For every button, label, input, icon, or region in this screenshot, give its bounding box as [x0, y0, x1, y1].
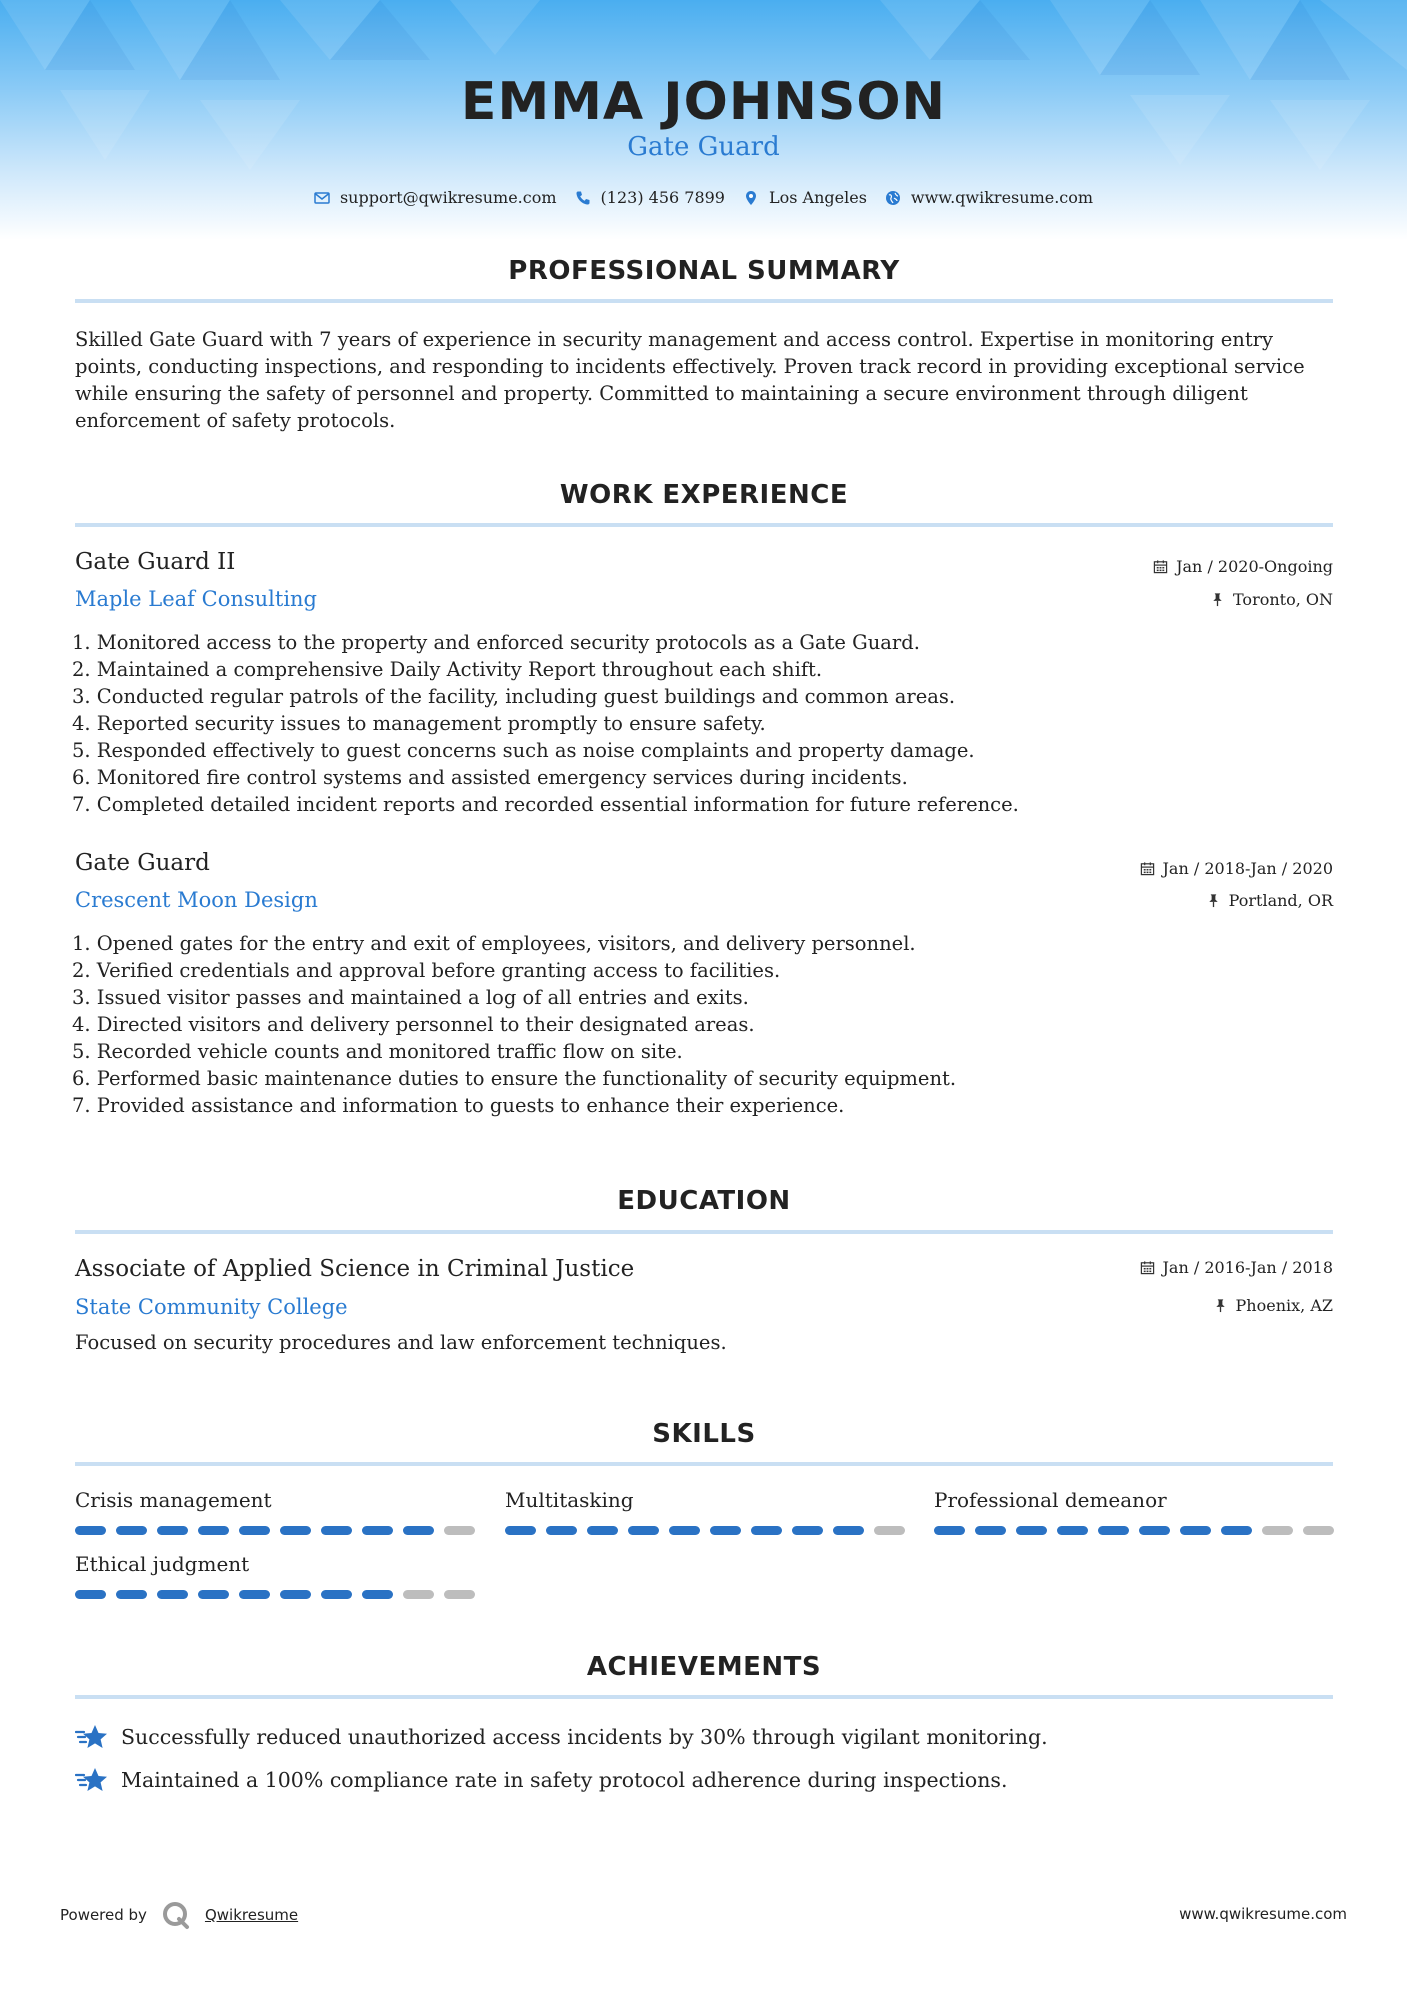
skill-dash-empty — [403, 1590, 434, 1599]
skill-dash-filled — [833, 1526, 864, 1535]
skill-item — [75, 1488, 475, 1535]
website-text: www.qwikresume.com — [910, 188, 1094, 207]
achievement-text: Maintained a 100% compliance rate in safety protocol adherence during inspections. — [121, 1768, 1008, 1792]
skill-item — [934, 1488, 1334, 1535]
calendar-icon — [1153, 559, 1168, 574]
list-item: 1. Opened gates for the entry and exit of employees, visitors, and delivery personnel. — [72, 932, 916, 955]
list-item: 6. Monitored fire control systems and assisted emergency services during incidents. — [72, 766, 908, 789]
skill-rating — [75, 1590, 475, 1599]
skill-label: Multitasking — [505, 1488, 634, 1512]
summary-heading: PROFESSIONAL SUMMARY — [508, 256, 900, 286]
pushpin-icon — [1206, 893, 1221, 908]
skill-dash-filled — [628, 1526, 659, 1535]
summary-divider — [75, 299, 1333, 303]
list-item: 2. Verified credentials and approval before granting access to facilities. — [72, 959, 781, 982]
email-text: support@qwikresume.com — [339, 188, 557, 207]
skill-dash-empty — [444, 1526, 475, 1535]
contact-location — [743, 188, 867, 207]
skill-dash-filled — [1180, 1526, 1211, 1535]
list-item: 2. Maintained a comprehensive Daily Activity Report throughout each shift. — [72, 658, 823, 681]
achievements-divider — [75, 1695, 1333, 1699]
job-dates — [1140, 859, 1333, 878]
education-heading: EDUCATION — [617, 1186, 791, 1216]
skill-dash-filled — [280, 1590, 311, 1599]
contact-bar — [0, 188, 1407, 207]
skill-label: Crisis management — [75, 1488, 272, 1512]
skill-dash-filled — [587, 1526, 618, 1535]
location-text: Los Angeles — [768, 188, 867, 207]
globe-icon — [885, 190, 901, 206]
job-location-text: Portland, OR — [1228, 891, 1333, 910]
skill-dash-filled — [362, 1526, 393, 1535]
star-award-icon — [75, 1766, 109, 1794]
skill-dash-empty — [444, 1590, 475, 1599]
list-item: 4. Reported security issues to management promptly to ensure safety. — [72, 712, 766, 735]
skill-label: Professional demeanor — [934, 1488, 1167, 1512]
achievement-item — [75, 1723, 1048, 1751]
skill-dash-filled — [546, 1526, 577, 1535]
skill-rating — [934, 1526, 1334, 1535]
job-responsibilities — [72, 629, 1272, 818]
list-item: 3. Issued visitor passes and maintained a log of all entries and exits. — [72, 986, 749, 1009]
skill-dash-filled — [362, 1590, 393, 1599]
skill-dash-filled — [975, 1526, 1006, 1535]
skill-item — [75, 1552, 475, 1599]
education-location — [1213, 1296, 1333, 1315]
envelope-icon — [314, 190, 330, 206]
skill-dash-filled — [710, 1526, 741, 1535]
experience-divider — [75, 523, 1333, 527]
skills-divider — [75, 1462, 1333, 1466]
list-item: 7. Provided assistance and information to guests to enhance their experience. — [72, 1094, 845, 1117]
candidate-name: EMMA JOHNSON — [460, 72, 947, 132]
education-divider — [75, 1230, 1333, 1234]
qwikresume-logo-icon — [161, 1900, 191, 1930]
candidate-role: Gate Guard — [627, 132, 780, 162]
job-title: Gate Guard II — [75, 549, 236, 575]
education-degree: Associate of Applied Science in Criminal Justice — [75, 1256, 635, 1282]
job-dates — [1153, 557, 1333, 576]
skill-rating — [75, 1526, 475, 1535]
list-item: 4. Directed visitors and delivery personnel to their designated areas. — [72, 1013, 755, 1036]
skill-dash-filled — [280, 1526, 311, 1535]
skill-dash-filled — [505, 1526, 536, 1535]
skill-dash-filled — [75, 1526, 106, 1535]
contact-website[interactable] — [885, 188, 1093, 207]
skill-dash-filled — [157, 1526, 188, 1535]
skill-dash-filled — [321, 1590, 352, 1599]
education-location-text: Phoenix, AZ — [1235, 1296, 1333, 1315]
skill-rating — [505, 1526, 905, 1535]
achievement-item — [75, 1766, 1007, 1794]
calendar-icon — [1140, 861, 1155, 876]
contact-email[interactable] — [314, 188, 557, 207]
phone-icon — [575, 190, 591, 206]
skill-dash-filled — [198, 1526, 229, 1535]
education-school: State Community College — [75, 1295, 348, 1319]
skill-item — [505, 1488, 905, 1535]
skill-dash-empty — [874, 1526, 905, 1535]
list-item: 1. Monitored access to the property and enforced security protocols as a Gate Guard. — [72, 631, 920, 654]
education-dates — [1140, 1258, 1333, 1277]
achievements-heading: ACHIEVEMENTS — [586, 1652, 822, 1682]
job-company: Crescent Moon Design — [75, 888, 318, 912]
skill-dash-filled — [1221, 1526, 1252, 1535]
map-pin-icon — [743, 190, 759, 206]
calendar-icon — [1140, 1260, 1155, 1275]
footer-powered-by — [60, 1900, 298, 1930]
skills-heading: SKILLS — [652, 1419, 756, 1449]
job-location — [1206, 891, 1333, 910]
job-dates-text: Jan / 2020-Ongoing — [1176, 557, 1333, 576]
skill-dash-filled — [157, 1590, 188, 1599]
skill-dash-filled — [403, 1526, 434, 1535]
job-location — [1210, 590, 1333, 609]
skill-dash-empty — [1303, 1526, 1334, 1535]
skill-dash-filled — [1016, 1526, 1047, 1535]
star-award-icon — [75, 1723, 109, 1751]
skill-dash-filled — [198, 1590, 229, 1599]
skill-dash-filled — [934, 1526, 965, 1535]
phone-text: (123) 456 7899 — [600, 188, 725, 207]
job-company: Maple Leaf Consulting — [75, 587, 318, 611]
skill-dash-filled — [116, 1526, 147, 1535]
brand-link[interactable]: Qwikresume — [204, 1906, 299, 1924]
skill-label: Ethical judgment — [75, 1552, 250, 1576]
skill-dash-filled — [1139, 1526, 1170, 1535]
list-item: 5. Responded effectively to guest concerns such as noise complaints and property damage. — [72, 739, 975, 762]
list-item: 6. Performed basic maintenance duties to ensure the functionality of security equipment. — [72, 1067, 957, 1090]
job-responsibilities — [72, 930, 1272, 1119]
skill-dash-filled — [116, 1590, 147, 1599]
job-dates-text: Jan / 2018-Jan / 2020 — [1162, 859, 1333, 878]
list-item: 5. Recorded vehicle counts and monitored traffic flow on site. — [72, 1040, 683, 1063]
footer-website[interactable]: www.qwikresume.com — [1179, 1905, 1347, 1923]
summary-text: Skilled Gate Guard with 7 years of experience in security management and access control. Expertise in monitoring entry points, conducting inspections, and responding to incidents effectively. Proven track record in providing exceptional service while ensuring the safety of personnel and property. Committed to maintaining a secure environment through diligent enforcement of safety protocols. — [75, 328, 1305, 432]
job-location-text: Toronto, ON — [1233, 590, 1333, 609]
pushpin-icon — [1210, 592, 1225, 607]
job-title: Gate Guard — [75, 850, 210, 876]
experience-heading: WORK EXPERIENCE — [559, 480, 849, 510]
education-dates-text: Jan / 2016-Jan / 2018 — [1162, 1258, 1333, 1277]
skill-dash-filled — [239, 1526, 270, 1535]
achievement-text: Successfully reduced unauthorized access incidents by 30% through vigilant monitoring. — [121, 1725, 1048, 1749]
list-item: 7. Completed detailed incident reports and recorded essential information for future reference. — [72, 793, 1019, 816]
skill-dash-filled — [751, 1526, 782, 1535]
skill-dash-filled — [239, 1590, 270, 1599]
skill-dash-filled — [792, 1526, 823, 1535]
contact-phone[interactable] — [575, 188, 725, 207]
skill-dash-filled — [321, 1526, 352, 1535]
list-item: 3. Conducted regular patrols of the facility, including guest buildings and common areas. — [72, 685, 956, 708]
skill-dash-filled — [1057, 1526, 1088, 1535]
skill-dash-filled — [75, 1590, 106, 1599]
skill-dash-filled — [669, 1526, 700, 1535]
pushpin-icon — [1213, 1298, 1228, 1313]
education-description: Focused on security procedures and law enforcement techniques. — [75, 1331, 727, 1354]
skill-dash-empty — [1262, 1526, 1293, 1535]
skill-dash-filled — [1098, 1526, 1129, 1535]
powered-by-text: Powered by — [60, 1906, 147, 1924]
